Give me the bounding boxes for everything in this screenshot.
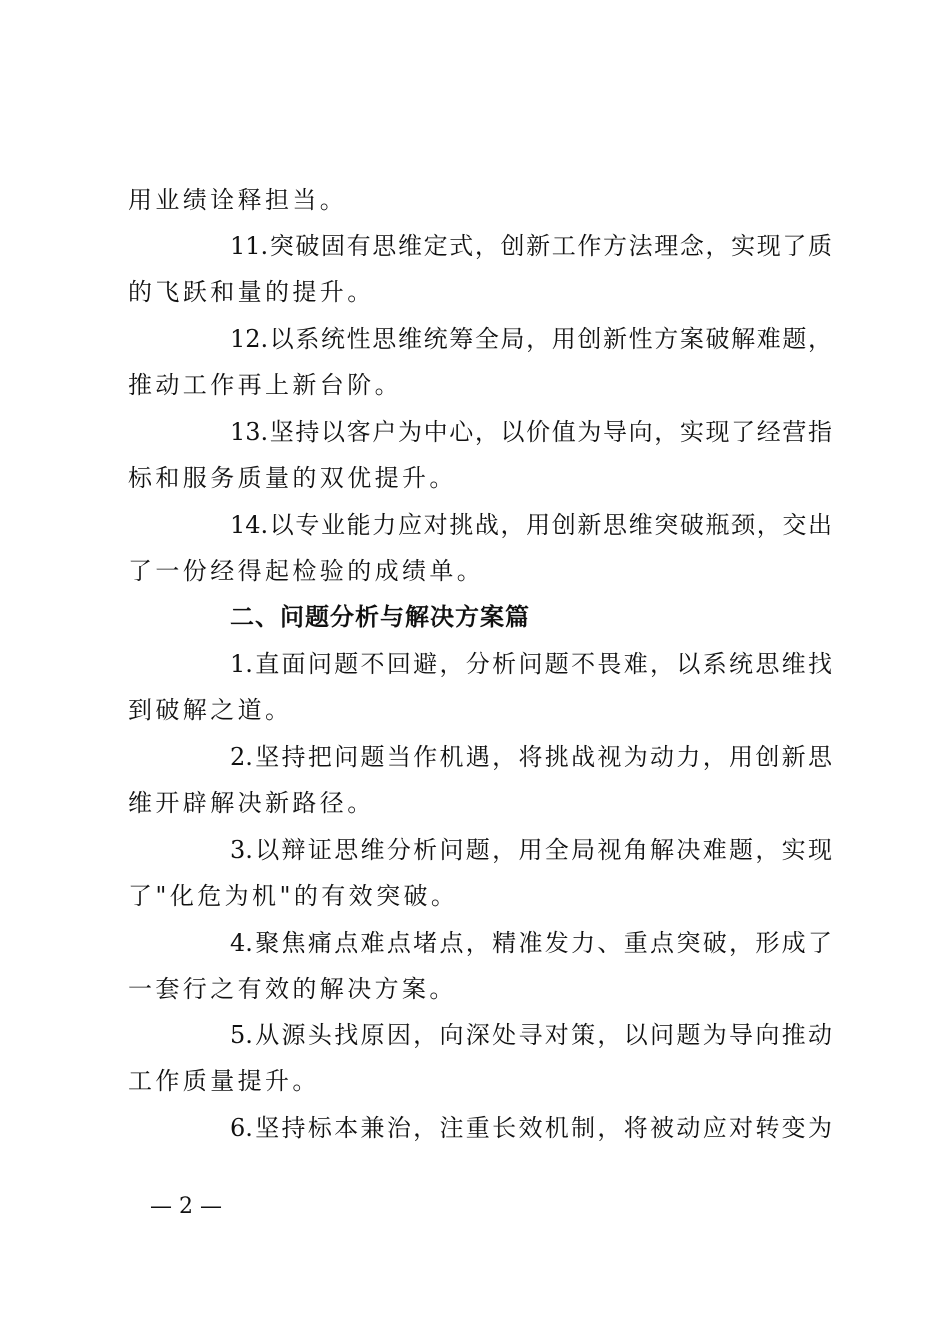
item-2-line-2: 维开辟解决新路径。 bbox=[128, 789, 375, 817]
item-14-line-1: 14.以专业能力应对挑战，用创新思维突破瓶颈，交出 bbox=[230, 511, 832, 539]
item-12-line-2: 推动工作再上新台阶。 bbox=[128, 371, 402, 399]
text-line-cont-10: 用业绩诠释担当。 bbox=[128, 186, 348, 214]
section-heading-2: 二、问题分析与解决方案篇 bbox=[230, 603, 530, 631]
item-14-line-2: 了一份经得起检验的成绩单。 bbox=[128, 557, 485, 585]
item-4-line-2: 一套行之有效的解决方案。 bbox=[128, 975, 457, 1003]
item-13-line-1: 13.坚持以客户为中心，以价值为导向，实现了经营指 bbox=[230, 418, 832, 446]
item-3-line-2: 了"化危为机"的有效突破。 bbox=[128, 882, 459, 910]
item-2-line-1: 2.坚持把问题当作机遇，将挑战视为动力，用创新思 bbox=[230, 743, 832, 771]
item-13-line-2: 标和服务质量的双优提升。 bbox=[128, 464, 457, 492]
item-5-line-1: 5.从源头找原因，向深处寻对策，以问题为导向推动 bbox=[230, 1021, 832, 1049]
item-5-line-2: 工作质量提升。 bbox=[128, 1067, 320, 1095]
item-1-line-1: 1.直面问题不回避，分析问题不畏难，以系统思维找 bbox=[230, 650, 832, 678]
item-4-line-1: 4.聚焦痛点难点堵点，精准发力、重点突破，形成了 bbox=[230, 929, 832, 957]
item-11-line-2: 的飞跃和量的提升。 bbox=[128, 278, 375, 306]
item-1-line-2: 到破解之道。 bbox=[128, 696, 293, 724]
item-3-line-1: 3.以辩证思维分析问题，用全局视角解决难题，实现 bbox=[230, 836, 832, 864]
page-number: — 2 — bbox=[150, 1194, 222, 1219]
item-6-line-1: 6.坚持标本兼治，注重长效机制，将被动应对转变为 bbox=[230, 1114, 832, 1142]
item-12-line-1: 12.以系统性思维统筹全局，用创新性方案破解难题， bbox=[230, 325, 832, 353]
item-11-line-1: 11.突破固有思维定式，创新工作方法理念，实现了质 bbox=[230, 232, 832, 260]
